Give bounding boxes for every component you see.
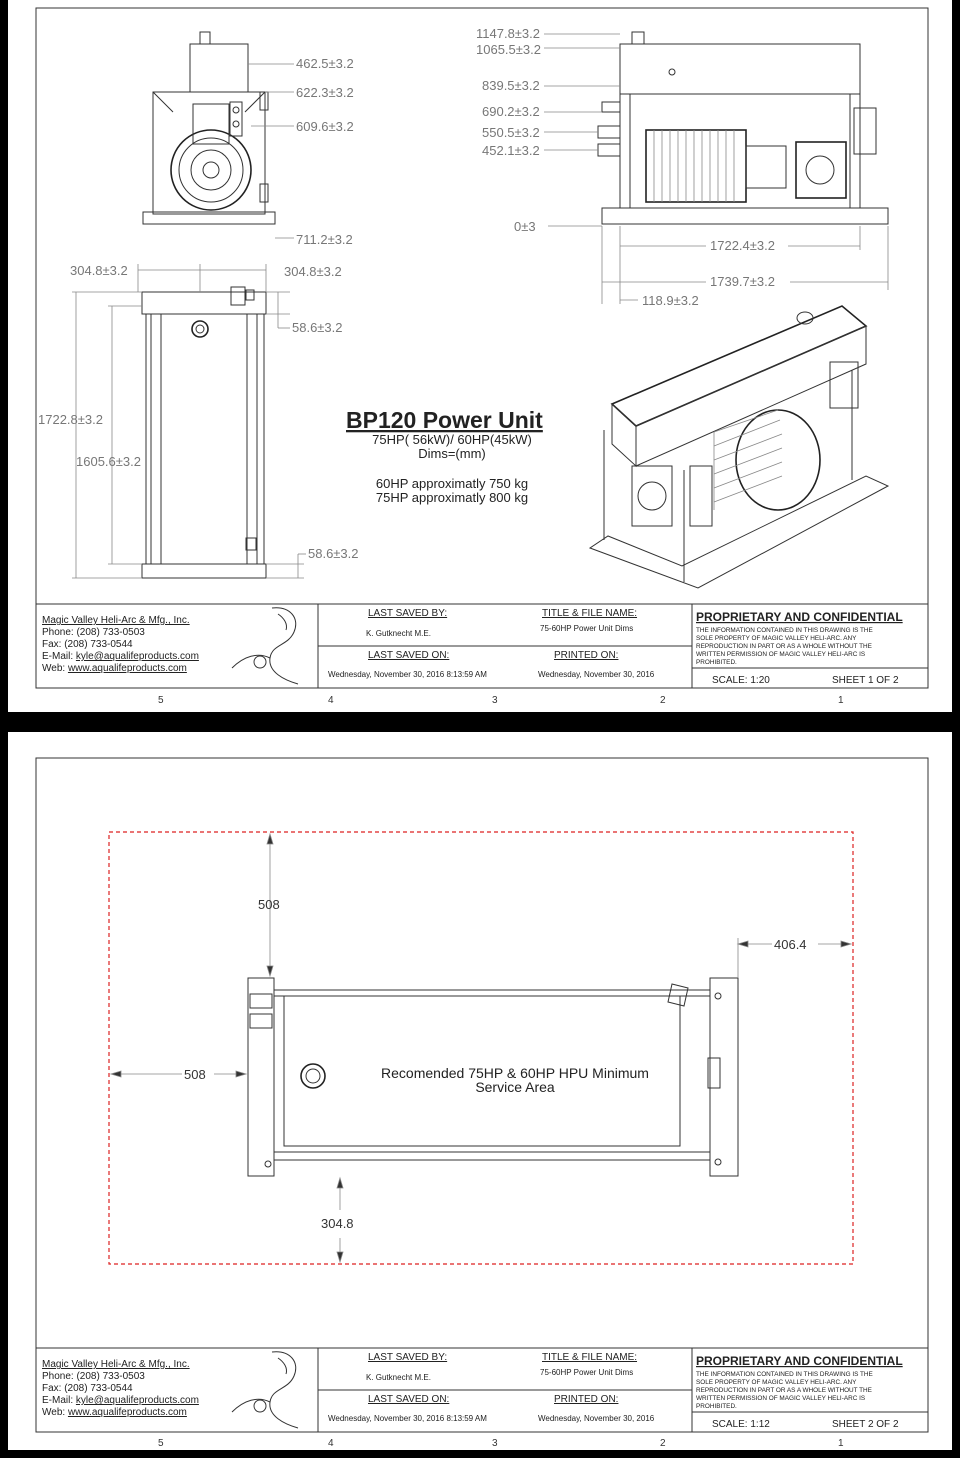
scale-label: SCALE: 1:12 xyxy=(712,1419,770,1430)
printed-on: Wednesday, November 30, 2016 xyxy=(538,1414,655,1423)
proprietary-text-1: THE INFORMATION CONTAINED IN THIS DRAWING IS THE xyxy=(696,627,873,634)
proprietary-text-4: WRITTEN PERMISSION OF MAGIC VALLEY HELI-ARC IS xyxy=(696,651,866,658)
company-email: E-Mail: kyle@aqualifeproducts.com xyxy=(42,1395,199,1406)
printed-on-label: PRINTED ON: xyxy=(554,650,619,661)
end-view xyxy=(143,32,275,224)
zone-2: 2 xyxy=(660,1438,666,1449)
dim-left-508: 508 xyxy=(184,1067,206,1082)
proprietary-text-4: WRITTEN PERMISSION OF MAGIC VALLEY HELI-ARC IS xyxy=(696,1395,866,1402)
zone-3: 3 xyxy=(492,1438,498,1449)
proprietary-title: PROPRIETARY AND CONFIDENTIAL xyxy=(696,1354,903,1368)
zone-1: 1 xyxy=(838,695,844,706)
dim-bottom-304-8: 304.8 xyxy=(321,1216,354,1231)
sheet-2-drawing xyxy=(8,732,952,1450)
title-file-label: TITLE & FILE NAME: xyxy=(542,608,638,619)
company-phone: Phone: (208) 733-0503 xyxy=(42,627,145,638)
company-fax: Fax: (208) 733-0544 xyxy=(42,639,133,650)
company-fax: Fax: (208) 733-0544 xyxy=(42,1383,133,1394)
service-area-label-2: Service Area xyxy=(475,1079,555,1095)
company-name: Magic Valley Heli-Arc & Mfg., Inc. xyxy=(42,615,190,626)
dim-top-508: 508 xyxy=(258,897,280,912)
title-file-label: TITLE & FILE NAME: xyxy=(542,1352,638,1363)
zone-4: 4 xyxy=(328,1438,334,1449)
note-weight-75hp: 75HP approximatly 800 kg xyxy=(375,490,529,505)
dim-1147-8: 1147.8±3.2 xyxy=(476,26,541,41)
service-area-boundary xyxy=(109,832,853,1264)
dim-690-2: 690.2±3.2 xyxy=(482,104,540,119)
dim-550-5: 550.5±3.2 xyxy=(482,125,540,140)
dim-622-3: 622.3±3.2 xyxy=(296,85,354,100)
title-file-name: 75-60HP Power Unit Dims xyxy=(540,1368,634,1377)
dim-304-8-left: 304.8±3.2 xyxy=(70,263,128,278)
note-weight-60hp: 60HP approximatly 750 kg xyxy=(375,476,529,491)
title-file-name: 75-60HP Power Unit Dims xyxy=(540,624,634,633)
proprietary-title: PROPRIETARY AND CONFIDENTIAL xyxy=(696,610,903,624)
dim-1722-8: 1722.8±3.2 xyxy=(38,412,103,427)
fish-logo xyxy=(232,608,298,684)
proprietary-text-2: SOLE PROPERTY OF MAGIC VALLEY HELI-ARC. ANY xyxy=(696,1379,857,1386)
proprietary-text-1: THE INFORMATION CONTAINED IN THIS DRAWING IS THE xyxy=(696,1371,873,1378)
plan-view xyxy=(142,287,266,578)
dim-839-5: 839.5±3.2 xyxy=(482,78,540,93)
last-saved-on: Wednesday, November 30, 2016 8:13:59 AM xyxy=(328,1414,487,1423)
dim-452-1: 452.1±3.2 xyxy=(482,143,540,158)
fish-logo xyxy=(232,1352,298,1428)
proprietary-text-2: SOLE PROPERTY OF MAGIC VALLEY HELI-ARC. ANY xyxy=(696,635,857,642)
sheet-number: SHEET 1 OF 2 xyxy=(832,675,899,686)
last-saved-by-label: LAST SAVED BY: xyxy=(368,608,448,619)
proprietary-text-5: PROHIBITED. xyxy=(696,1403,737,1410)
dim-1065-5: 1065.5±3.2 xyxy=(476,42,541,57)
dim-118-9: 118.9±3.2 xyxy=(642,293,699,308)
drawing-sheet-2 xyxy=(8,732,952,1450)
dim-1722-4: 1722.4±3.2 xyxy=(710,238,775,253)
company-name: Magic Valley Heli-Arc & Mfg., Inc. xyxy=(42,1359,190,1370)
dim-711-2: 711.2±3.2 xyxy=(296,232,353,247)
last-saved-on-label: LAST SAVED ON: xyxy=(368,1394,450,1405)
last-saved-by: K. Gutknecht M.E. xyxy=(366,629,431,638)
drawing-sheet-1 xyxy=(8,0,952,712)
zone-3: 3 xyxy=(492,695,498,706)
last-saved-on: Wednesday, November 30, 2016 8:13:59 AM xyxy=(328,670,487,679)
zone-2: 2 xyxy=(660,695,666,706)
company-web: Web: www.aqualifeproducts.com xyxy=(42,1407,187,1418)
sheet-1-drawing xyxy=(8,0,952,712)
printed-on: Wednesday, November 30, 2016 xyxy=(538,670,655,679)
last-saved-on-label: LAST SAVED ON: xyxy=(368,650,450,661)
dim-609-6: 609.6±3.2 xyxy=(296,119,354,134)
dim-58-6-top: 58.6±3.2 xyxy=(292,320,343,335)
sheet-number: SHEET 2 OF 2 xyxy=(832,1419,899,1430)
proprietary-text-3: REPRODUCTION IN PART OR AS A WHOLE WITHOUT THE xyxy=(696,643,872,650)
dim-304-8-right: 304.8±3.2 xyxy=(284,264,342,279)
zone-4: 4 xyxy=(328,695,334,706)
last-saved-by: K. Gutknecht M.E. xyxy=(366,1373,431,1382)
service-area-label-1: Recomended 75HP & 60HP HPU Minimum xyxy=(381,1065,649,1081)
dim-right-406-4: 406.4 xyxy=(774,937,807,952)
dim-58-6-bottom: 58.6±3.2 xyxy=(308,546,359,561)
dim-1739-7: 1739.7±3.2 xyxy=(710,274,775,289)
service-dimension-lines xyxy=(111,834,851,1262)
company-email: E-Mail: kyle@aqualifeproducts.com xyxy=(42,651,199,662)
side-view xyxy=(598,32,888,224)
last-saved-by-label: LAST SAVED BY: xyxy=(368,1352,448,1363)
dim-0: 0±3 xyxy=(514,219,536,234)
isometric-view xyxy=(590,306,888,588)
drawing-title: BP120 Power Unit xyxy=(346,407,543,433)
sheet-border xyxy=(36,758,928,1432)
zone-1: 1 xyxy=(838,1438,844,1449)
printed-on-label: PRINTED ON: xyxy=(554,1394,619,1405)
zone-5: 5 xyxy=(158,695,164,706)
dim-1605-6: 1605.6±3.2 xyxy=(76,454,141,469)
dim-462-5: 462.5±3.2 xyxy=(296,56,354,71)
proprietary-text-5: PROHIBITED. xyxy=(696,659,737,666)
scale-label: SCALE: 1:20 xyxy=(712,675,770,686)
note-power: 75HP( 56kW)/ 60HP(45kW) xyxy=(372,432,532,447)
company-web: Web: www.aqualifeproducts.com xyxy=(42,663,187,674)
proprietary-text-3: REPRODUCTION IN PART OR AS A WHOLE WITHOUT THE xyxy=(696,1387,872,1394)
note-units: Dims=(mm) xyxy=(418,446,486,461)
zone-5: 5 xyxy=(158,1438,164,1449)
company-phone: Phone: (208) 733-0503 xyxy=(42,1371,145,1382)
